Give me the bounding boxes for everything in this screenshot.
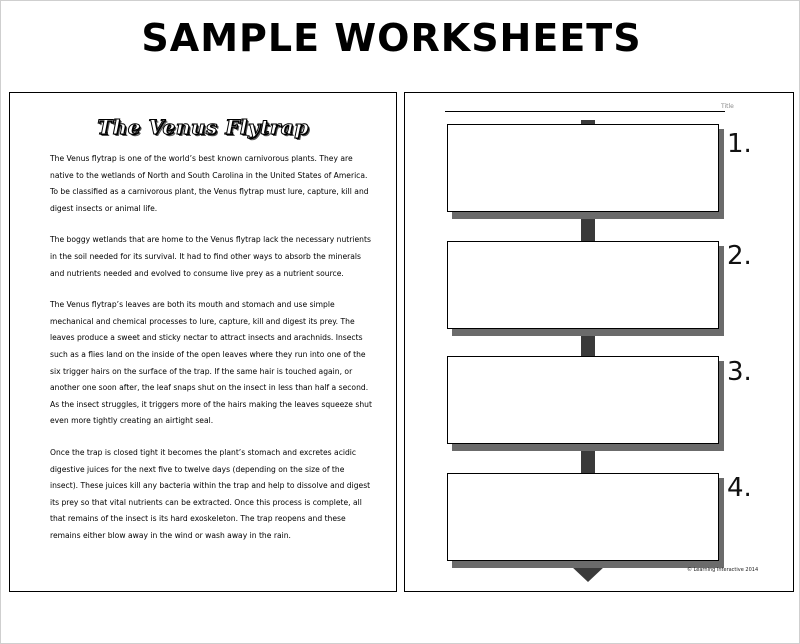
- step-box-3: [447, 356, 719, 444]
- title-label: Title: [721, 103, 734, 110]
- step-number-4: 4.: [727, 473, 752, 503]
- passage-body: [50, 151, 372, 559]
- step-number-1: 1.: [727, 129, 752, 159]
- sequence-organizer-worksheet: [404, 92, 794, 592]
- step-box-2: [447, 241, 719, 329]
- step-number-2: 2.: [727, 241, 752, 271]
- step-box-1: [447, 124, 719, 212]
- step-box-4: [447, 473, 719, 561]
- title-write-line: [445, 111, 725, 112]
- arrow-down-icon: [571, 566, 605, 582]
- passage-paragraph: The Venus flytrap is one of the world’s best known carnivorous plants. They are native to the wetlands of North and South Carolina in the United States of America. To be classified as a carnivorous plant, the Venus flytrap must lure, capture, kill and digest insects or animal life.: [50, 154, 369, 213]
- copyright-notice: © Learning Interactive 2014: [687, 567, 759, 573]
- reading-worksheet: [9, 92, 397, 592]
- page-title: SAMPLE WORKSHEETS: [141, 16, 642, 60]
- worksheet-heading: The Venus Flytrap: [97, 115, 309, 139]
- passage-paragraph: Once the trap is closed tight it becomes the plant’s stomach and excretes acidic digestive juices for the next five to twelve days (depending on the size of the insect). These juices kill any bacteria within the trap and help to dissolve and digest its prey so that vital nutrients can be extracted. Once this process is complete, all that remains of the insect is its hard exoskeleton. The trap reopens and these remains either blow away in the wind or wash away in the rain.: [50, 447, 371, 540]
- step-number-3: 3.: [727, 357, 752, 387]
- passage-paragraph: The boggy wetlands that are home to the Venus flytrap lack the necessary nutrients in the soil needed for its survival. It had to find other ways to absorb the minerals and nutrients needed and evolved to consume live prey as a nutrient source.: [50, 235, 371, 278]
- passage-paragraph: The Venus flytrap’s leaves are both its mouth and stomach and use simple mechanical and chemical processes to lure, capture, kill and digest its prey. The leaves produce a sweet and sticky nectar to attract insects and arachnids. Insects such as a flies land on the inside of the open leaves where they run into one of the six trigger hairs on the surface of the trap. If the same hair is touched again, or another one soon after, the leaf snaps shut on the insect in less than half a second. As the insect struggles, it triggers more of the hairs making the leaves squeeze shut even more tightly creating an airtight seal.: [50, 300, 372, 426]
